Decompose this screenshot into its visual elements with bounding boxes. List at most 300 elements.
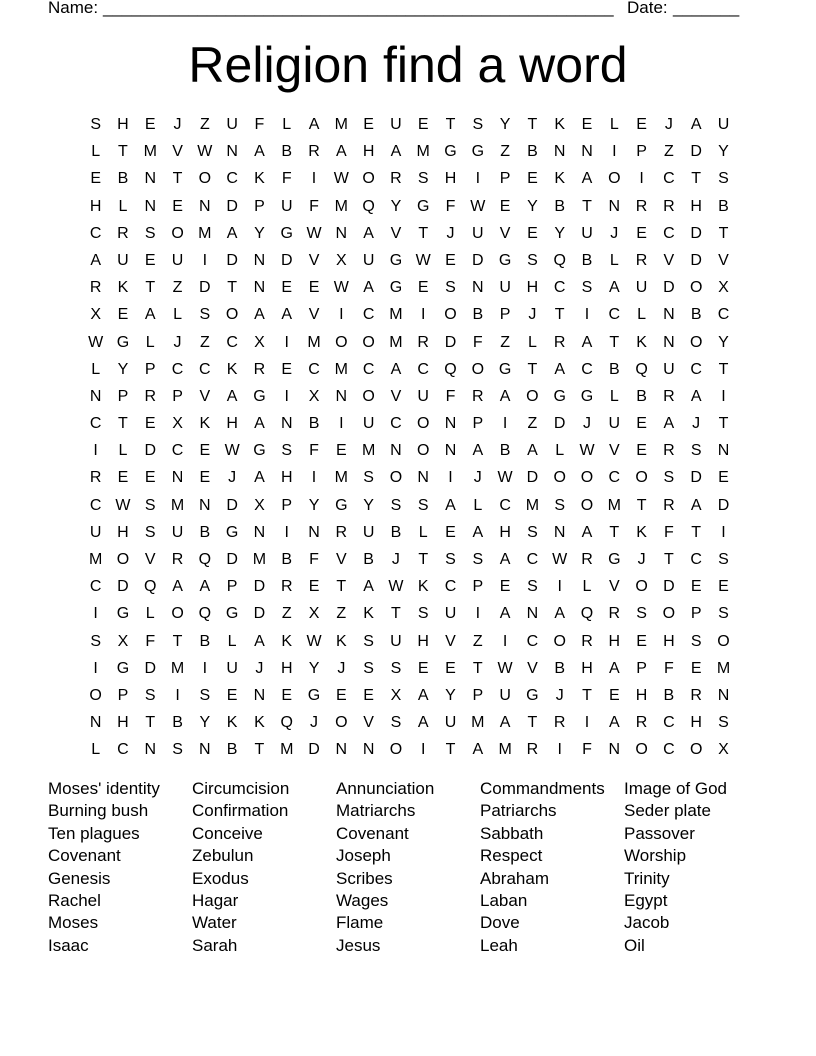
grid-letter: U: [390, 116, 402, 133]
grid-letter: N: [717, 686, 730, 704]
word-list-item: Scribes: [336, 868, 393, 888]
grid-letter: N: [472, 279, 484, 297]
grid-letter: I: [175, 686, 180, 704]
grid-letter: X: [172, 415, 183, 433]
grid-letter: A: [690, 387, 702, 405]
grid-letter: I: [202, 251, 208, 269]
grid-letter: I: [311, 469, 317, 487]
grid-letter: U: [226, 116, 238, 133]
grid-letter: V: [663, 251, 675, 269]
grid-letter: I: [721, 387, 726, 405]
grid-letter: S: [472, 551, 484, 568]
grid-letter: I: [339, 306, 344, 324]
grid-letter: R: [553, 714, 566, 732]
grid-letter: A: [581, 170, 593, 188]
grid-letter: O: [362, 387, 375, 405]
word-list-item: Sabbath: [480, 823, 544, 843]
grid-letter: N: [581, 143, 593, 161]
grid-letter: K: [554, 170, 566, 188]
grid-letter: U: [608, 415, 621, 433]
grid-letter: D: [526, 469, 539, 487]
grid-letter: U: [444, 714, 457, 732]
grid-letter: E: [690, 659, 702, 677]
grid-letter: H: [690, 714, 702, 732]
grid-letter: B: [554, 197, 566, 215]
grid-letter: Y: [390, 197, 402, 215]
grid-letter: P: [472, 686, 484, 704]
grid-letter: W: [306, 224, 322, 242]
grid-letter: G: [307, 686, 321, 704]
grid-letter: G: [280, 224, 293, 242]
word-list-item: Laban: [480, 890, 528, 910]
grid-letter: S: [390, 714, 402, 732]
grid-letter: S: [390, 659, 402, 677]
grid-letter: S: [718, 170, 729, 188]
grid-letter: U: [499, 279, 511, 297]
grid-letter: I: [448, 469, 453, 487]
grid-letter: A: [281, 306, 293, 324]
grid-letter: E: [117, 306, 129, 324]
grid-letter: P: [499, 170, 511, 188]
grid-letter: N: [144, 170, 157, 188]
grid-letter: N: [608, 741, 621, 759]
name-field[interactable]: ______________________________________________________: [103, 0, 614, 17]
grid-letter: U: [89, 523, 102, 541]
grid-letter: N: [253, 523, 266, 541]
grid-letter: A: [608, 659, 620, 677]
grid-letter: N: [390, 442, 402, 460]
grid-letter: A: [308, 116, 320, 133]
grid-letter: S: [718, 714, 729, 732]
page-title: Religion find a word: [188, 37, 628, 93]
grid-letter: L: [555, 442, 565, 460]
grid-letter: T: [227, 279, 238, 297]
grid-letter: M: [334, 116, 348, 133]
grid-letter: O: [635, 741, 648, 759]
grid-letter: L: [91, 360, 101, 378]
grid-letter: X: [390, 686, 402, 704]
grid-letter: C: [171, 442, 184, 460]
grid-letter: I: [502, 632, 508, 650]
word-list-item: Rachel: [48, 890, 101, 910]
grid-letter: P: [472, 415, 484, 433]
grid-letter: A: [608, 279, 620, 297]
grid-letter: C: [362, 306, 375, 324]
grid-letter: I: [339, 415, 344, 433]
grid-letter: D: [553, 415, 566, 433]
grid-letter: T: [691, 170, 702, 188]
grid-letter: X: [308, 387, 320, 405]
grid-letter: D: [308, 741, 320, 759]
grid-letter: C: [89, 578, 102, 596]
grid-letter: J: [582, 415, 591, 433]
grid-letter: L: [282, 116, 292, 133]
grid-letter: F: [254, 116, 265, 133]
grid-letter: R: [635, 197, 648, 215]
grid-letter: A: [499, 551, 511, 568]
grid-letter: S: [144, 496, 156, 514]
grid-letter: G: [416, 197, 430, 215]
grid-letter: O: [198, 170, 212, 188]
word-list-item: Trinity: [624, 868, 670, 888]
grid-letter: K: [226, 714, 238, 732]
grid-letter: N: [253, 279, 266, 297]
grid-letter: O: [635, 578, 648, 596]
grid-letter: D: [144, 659, 157, 677]
grid-letter: O: [89, 686, 102, 704]
grid-letter: X: [117, 632, 129, 650]
grid-letter: R: [635, 251, 648, 269]
grid-letter: L: [609, 251, 619, 269]
grid-letter: U: [663, 360, 675, 378]
grid-letter: O: [553, 632, 566, 650]
word-list-item: Joseph: [336, 846, 391, 866]
grid-letter: E: [281, 360, 293, 378]
grid-letter: E: [690, 578, 702, 596]
grid-letter: N: [717, 442, 730, 460]
grid-letter: F: [582, 741, 592, 759]
grid-letter: M: [389, 306, 403, 324]
grid-letter: A: [581, 333, 593, 351]
grid-letter: E: [363, 116, 374, 133]
grid-letter: S: [390, 496, 402, 514]
grid-letter: B: [226, 741, 238, 759]
grid-letter: V: [308, 251, 320, 269]
grid-letter: J: [637, 551, 646, 568]
word-list-item: Passover: [624, 823, 695, 843]
date-field[interactable]: _______: [673, 0, 740, 17]
grid-letter: S: [417, 170, 429, 188]
grid-letter: I: [93, 442, 98, 460]
grid-letter: D: [226, 251, 238, 269]
grid-letter: T: [472, 659, 483, 677]
grid-letter: O: [389, 469, 403, 487]
grid-letter: N: [253, 251, 266, 269]
grid-letter: R: [608, 605, 621, 623]
grid-letter: B: [281, 143, 293, 161]
grid-letter: K: [254, 170, 265, 188]
grid-letter: S: [445, 551, 456, 568]
grid-letter: H: [499, 523, 511, 541]
grid-letter: E: [417, 279, 429, 297]
grid-letter: V: [172, 143, 183, 161]
grid-letter: D: [690, 224, 702, 242]
grid-letter: B: [636, 387, 647, 405]
grid-letter: H: [280, 659, 293, 677]
word-list-item: Leah: [480, 935, 518, 955]
grid-letter: A: [254, 415, 265, 433]
grid-letter: M: [416, 143, 430, 161]
grid-letter: O: [335, 333, 348, 351]
grid-letter: U: [581, 224, 593, 242]
grid-letter: D: [690, 251, 702, 269]
grid-letter: M: [252, 551, 267, 568]
grid-letter: B: [554, 659, 566, 677]
grid-letter: T: [254, 741, 265, 759]
grid-letter: R: [663, 442, 675, 460]
grid-letter: R: [171, 551, 184, 568]
grid-letter: X: [254, 496, 265, 514]
grid-letter: B: [172, 714, 183, 732]
grid-letter: A: [363, 279, 374, 297]
grid-letter: A: [390, 360, 402, 378]
grid-letter: B: [581, 251, 593, 269]
grid-letter: C: [390, 415, 402, 433]
grid-letter: F: [309, 551, 319, 568]
grid-letter: I: [93, 605, 98, 623]
grid-letter: D: [226, 496, 238, 514]
grid-letter: B: [199, 523, 211, 541]
word-list-item: Exodus: [192, 868, 249, 888]
grid-letter: C: [663, 714, 675, 732]
grid-letter: S: [363, 632, 374, 650]
grid-letter: O: [662, 605, 676, 623]
grid-letter: J: [173, 333, 182, 351]
grid-letter: B: [718, 197, 729, 215]
grid-letter: S: [718, 551, 729, 568]
grid-letter: N: [417, 469, 429, 487]
grid-letter: W: [224, 442, 240, 460]
grid-letter: K: [636, 333, 647, 351]
grid-letter: O: [225, 306, 239, 324]
grid-letter: A: [363, 578, 374, 596]
grid-letter: R: [553, 333, 566, 351]
grid-letter: O: [362, 333, 375, 351]
grid-letter: I: [284, 523, 289, 541]
grid-letter: E: [581, 116, 593, 133]
grid-letter: C: [526, 632, 539, 650]
grid-letter: K: [363, 605, 374, 623]
grid-letter: E: [718, 578, 729, 596]
grid-letter: E: [144, 251, 156, 269]
grid-letter: I: [420, 741, 426, 759]
grid-letter: L: [418, 523, 428, 541]
grid-letter: Y: [554, 224, 566, 242]
grid-letter: T: [391, 605, 401, 623]
grid-letter: S: [445, 279, 456, 297]
grid-letter: C: [663, 224, 675, 242]
grid-letter: X: [718, 279, 729, 297]
grid-letter: T: [445, 741, 456, 759]
grid-letter: R: [390, 170, 402, 188]
grid-letter: R: [89, 469, 102, 487]
grid-letter: T: [582, 197, 592, 215]
grid-letter: F: [663, 659, 674, 677]
word-list-item: Hagar: [192, 890, 239, 910]
grid-letter: V: [718, 251, 729, 269]
grid-letter: L: [91, 143, 101, 161]
grid-letter: G: [225, 605, 239, 623]
grid-letter: B: [117, 170, 129, 188]
word-list-item: Sarah: [192, 935, 238, 955]
grid-letter: I: [612, 143, 617, 161]
grid-letter: E: [199, 469, 211, 487]
grid-letter: V: [445, 632, 456, 650]
grid-letter: O: [635, 469, 648, 487]
grid-letter: U: [499, 686, 511, 704]
grid-letter: D: [690, 469, 702, 487]
grid-letter: C: [526, 551, 539, 568]
grid-letter: T: [418, 224, 429, 242]
grid-letter: E: [144, 415, 156, 433]
grid-letter: S: [554, 496, 566, 514]
grid-letter: K: [335, 632, 347, 650]
grid-letter: T: [145, 279, 156, 297]
word-list-item: Flame: [336, 913, 384, 933]
word-list-item: Moses: [48, 913, 99, 933]
grid-letter: W: [333, 170, 349, 188]
grid-letter: K: [636, 523, 647, 541]
grid-letter: Z: [500, 333, 510, 351]
grid-letter: T: [718, 224, 729, 242]
grid-letter: H: [117, 116, 129, 133]
grid-letter: O: [580, 496, 594, 514]
grid-letter: Y: [527, 197, 538, 215]
grid-letter: E: [636, 224, 647, 242]
grid-letter: O: [689, 741, 703, 759]
grid-letter: L: [91, 741, 101, 759]
grid-letter: C: [608, 306, 621, 324]
grid-letter: A: [254, 469, 265, 487]
grid-letter: W: [306, 632, 322, 650]
grid-letter: T: [636, 496, 647, 514]
word-list-item: Circumcision: [192, 779, 290, 798]
grid-letter: T: [336, 578, 347, 596]
grid-letter: R: [89, 279, 102, 297]
grid-letter: T: [691, 523, 702, 541]
grid-letter: G: [335, 496, 348, 514]
grid-letter: N: [526, 605, 539, 623]
grid-letter: T: [527, 116, 538, 133]
grid-letter: C: [89, 415, 102, 433]
grid-letter: N: [553, 143, 566, 161]
grid-letter: H: [635, 686, 648, 704]
grid-letter: K: [417, 578, 429, 596]
grid-letter: A: [554, 360, 566, 378]
grid-letter: S: [281, 442, 293, 460]
grid-letter: G: [471, 143, 485, 161]
grid-letter: U: [717, 116, 730, 133]
grid-letter: P: [117, 686, 129, 704]
grid-letter: E: [527, 224, 538, 242]
grid-letter: M: [88, 551, 103, 568]
grid-letter: N: [199, 741, 211, 759]
grid-letter: C: [499, 496, 511, 514]
word-list-item: Water: [192, 913, 237, 933]
grid-letter: X: [90, 306, 101, 324]
grid-letter: N: [663, 333, 675, 351]
grid-letter: C: [417, 360, 429, 378]
grid-letter: E: [445, 251, 456, 269]
grid-letter: E: [417, 659, 429, 677]
word-list-item: Respect: [480, 846, 543, 866]
grid-letter: R: [635, 714, 648, 732]
grid-letter: E: [417, 116, 429, 133]
grid-letter: I: [639, 170, 644, 188]
grid-letter: P: [172, 387, 183, 405]
grid-letter: L: [118, 197, 128, 215]
grid-letter: V: [527, 659, 538, 677]
grid-letter: G: [253, 387, 266, 405]
grid-letter: W: [197, 143, 213, 161]
grid-letter: S: [144, 523, 156, 541]
grid-letter: O: [471, 360, 485, 378]
grid-letter: S: [581, 279, 593, 297]
grid-letter: T: [145, 714, 156, 732]
grid-letter: G: [498, 251, 512, 269]
grid-letter: S: [199, 306, 211, 324]
grid-letter: P: [281, 496, 293, 514]
grid-letter: K: [254, 714, 265, 732]
grid-letter: V: [608, 442, 620, 460]
grid-letter: Y: [363, 496, 374, 514]
grid-letter: I: [557, 741, 562, 759]
grid-letter: I: [721, 523, 726, 541]
grid-letter: D: [663, 279, 675, 297]
grid-letter: L: [473, 496, 483, 514]
grid-letter: A: [690, 496, 702, 514]
grid-letter: C: [608, 469, 621, 487]
grid-letter: A: [527, 442, 538, 460]
grid-letter: G: [225, 523, 239, 541]
word-list-item: Conceive: [192, 823, 263, 843]
grid-letter: G: [498, 360, 512, 378]
grid-letter: B: [690, 306, 702, 324]
grid-letter: Q: [635, 360, 648, 378]
word-list-item: Covenant: [48, 846, 121, 866]
grid-letter: P: [472, 578, 484, 596]
grid-letter: A: [390, 143, 402, 161]
grid-letter: V: [390, 224, 402, 242]
word-list-item: Egypt: [624, 890, 668, 910]
grid-letter: R: [335, 523, 348, 541]
grid-letter: G: [526, 686, 539, 704]
grid-letter: A: [499, 387, 511, 405]
grid-letter: P: [636, 143, 647, 161]
grid-letter: M: [334, 469, 348, 487]
grid-letter: V: [363, 714, 374, 732]
grid-letter: R: [117, 224, 129, 242]
grid-letter: Z: [527, 415, 538, 433]
grid-letter: S: [172, 741, 183, 759]
grid-letter: B: [281, 551, 293, 568]
grid-letter: C: [444, 578, 457, 596]
grid-letter: V: [608, 578, 620, 596]
grid-letter: F: [309, 197, 319, 215]
grid-letter: S: [636, 605, 647, 623]
grid-letter: L: [609, 387, 619, 405]
grid-letter: S: [144, 686, 156, 704]
grid-letter: T: [445, 116, 456, 133]
grid-letter: R: [581, 632, 593, 650]
grid-letter: A: [254, 632, 265, 650]
grid-letter: A: [199, 578, 211, 596]
grid-letter: H: [526, 279, 539, 297]
grid-letter: L: [173, 306, 182, 324]
grid-letter: Y: [445, 686, 456, 704]
grid-letter: E: [335, 442, 347, 460]
grid-letter: S: [663, 469, 675, 487]
grid-letter: D: [226, 197, 238, 215]
grid-letter: E: [445, 523, 456, 541]
grid-letter: D: [253, 578, 266, 596]
grid-letter: Z: [172, 279, 183, 297]
grid-letter: R: [526, 741, 539, 759]
grid-letter: E: [172, 197, 183, 215]
grid-letter: O: [526, 387, 539, 405]
grid-letter: L: [227, 632, 237, 650]
grid-letter: E: [445, 659, 456, 677]
